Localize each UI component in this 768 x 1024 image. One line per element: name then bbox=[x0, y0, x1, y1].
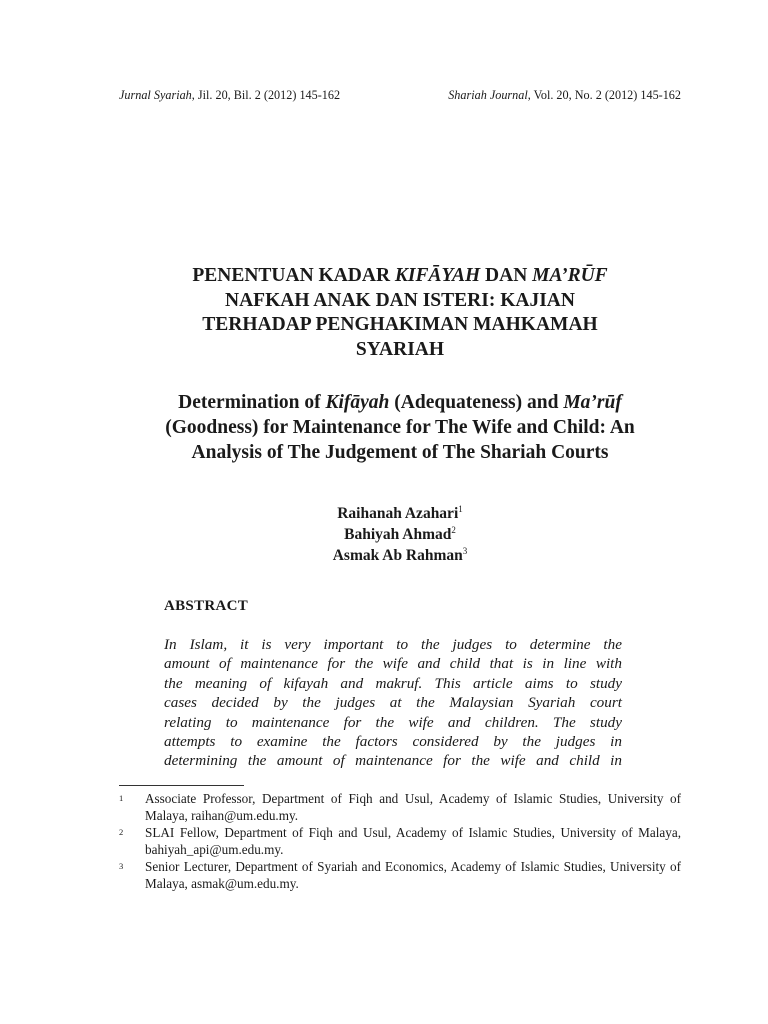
abstract-line: amount of maintenance for the wife and child that is in line with bbox=[164, 655, 622, 673]
footnote bbox=[119, 791, 681, 824]
title-malay-line-4: SYARIAH bbox=[355, 338, 445, 360]
author-list bbox=[200, 503, 600, 566]
title-malay bbox=[110, 264, 690, 362]
abstract-line: the meaning of kifayah and makruf. This article aims to study bbox=[164, 674, 622, 692]
footnote-text: Associate Professor, Department of Fiqh and Usul, Academy of Islamic Studies, University of Malaya, raihan@um.edu.my. bbox=[145, 791, 681, 823]
footnote bbox=[119, 859, 681, 892]
footnote-text: SLAI Fellow, Department of Fiqh and Usul, Academy of Islamic Studies, University of Malaya, bahiyah_api@um.edu.my. bbox=[145, 825, 681, 857]
footnote-number: 1 bbox=[119, 793, 124, 803]
title-malay-line-3: TERHADAP PENGHAKIMAN MAHKAMAH bbox=[202, 314, 598, 335]
title-malay-line-1: PENENTUAN KADAR KIFĀYAH DAN MA’RŪF bbox=[192, 265, 608, 286]
title-english bbox=[100, 390, 700, 465]
author: Raihanah Azahari$^1$ bbox=[337, 503, 463, 522]
footnotes bbox=[119, 791, 681, 893]
abstract-heading: ABSTRACT bbox=[164, 598, 249, 614]
abstract-line: relating to maintenance for the wife and children. The study bbox=[164, 713, 622, 731]
abstract-line: determining the amount of maintenance for the wife and child in bbox=[164, 752, 622, 770]
footnote bbox=[119, 825, 681, 858]
author: Asmak Ab Rahman$^3$ bbox=[332, 545, 468, 564]
abstract-line: In Islam, it is very important to the judges to determine the bbox=[164, 636, 622, 653]
author: Bahiyah Ahmad$^2$ bbox=[344, 524, 456, 543]
footnote-number: 2 bbox=[119, 827, 124, 837]
running-head-english: Shariah Journal, Vol. 20, No. 2 (2012) 145-162 bbox=[448, 88, 681, 102]
title-english-line-3: Analysis of The Judgement of The Shariah Courts bbox=[191, 442, 609, 463]
title-english-line-1: Determination of Kifāyah (Adequateness) and Ma’rūf bbox=[178, 392, 622, 413]
footnote-number: 3 bbox=[119, 861, 124, 871]
title-english-line-2: (Goodness) for Maintenance for The Wife and Child: An bbox=[165, 417, 635, 438]
abstract-body bbox=[164, 635, 622, 771]
footnote-text: Senior Lecturer, Department of Syariah and Economics, Academy of Islamic Studies, University of Malaya, asmak@um.edu.my. bbox=[145, 859, 681, 891]
running-head bbox=[119, 88, 681, 103]
footnote-rule bbox=[119, 785, 244, 786]
running-head-malay: Jurnal Syariah, Jil. 20, Bil. 2 (2012) 145-162 bbox=[119, 88, 341, 102]
abstract-line: cases decided by the judges at the Malaysian Syariah court bbox=[164, 694, 622, 712]
title-malay-line-2: NAFKAH ANAK DAN ISTERI: KAJIAN bbox=[225, 289, 575, 311]
abstract-line: attempts to examine the factors considered by the judges in bbox=[164, 733, 622, 751]
